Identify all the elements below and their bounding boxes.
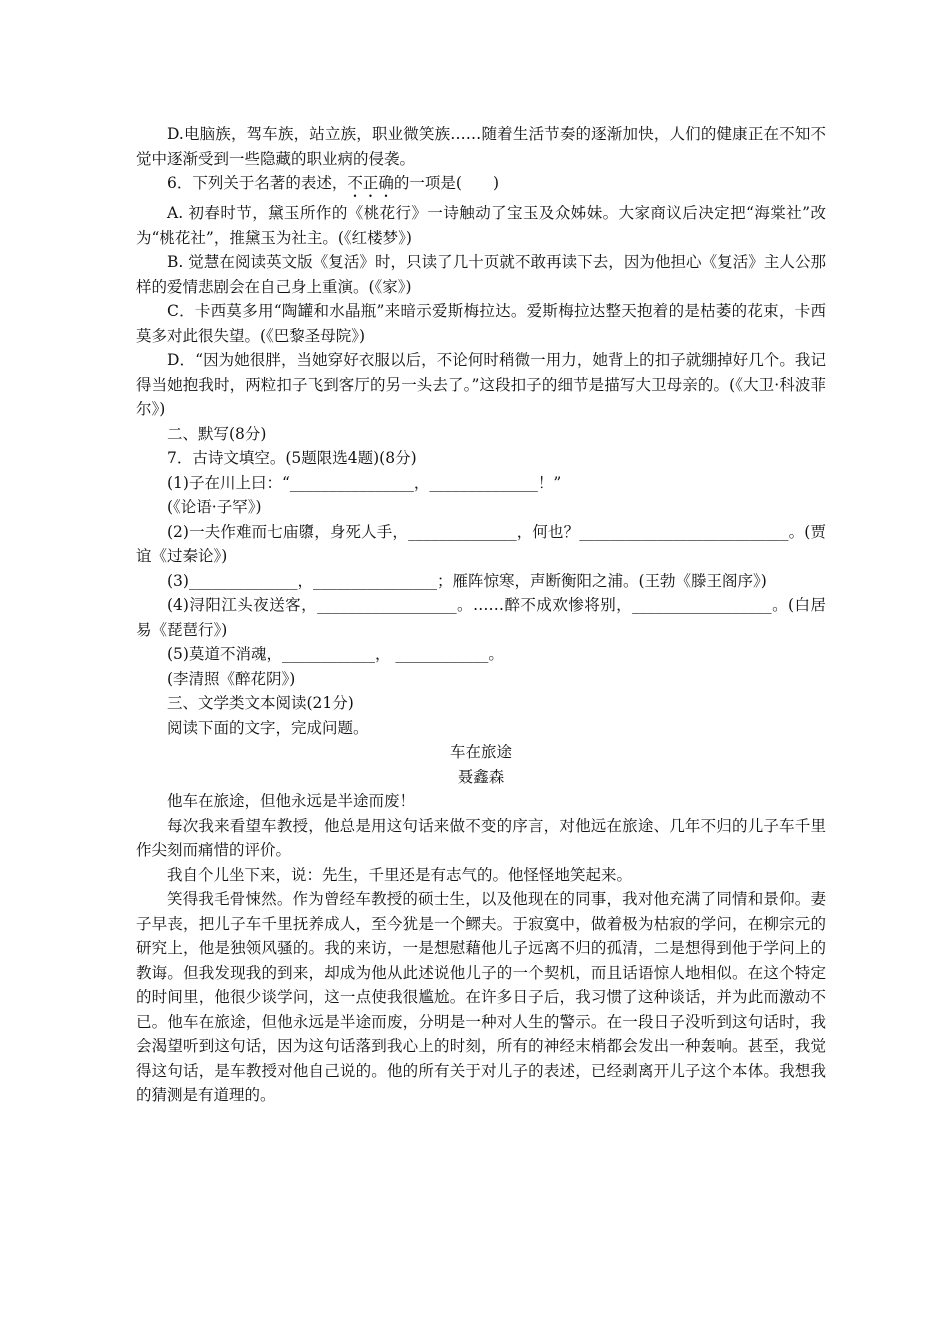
q6-stem-after: 的一项是( ) bbox=[393, 174, 499, 192]
q6-stem-before: 6．下列关于名著的表述， bbox=[167, 174, 348, 192]
q6-stem-emphasis: 不正确 bbox=[347, 174, 394, 192]
q7-item-3: (3)______________，________________；雁阵惊寒，声断衡阳之浦。(王勃《滕王阁序》) bbox=[167, 571, 767, 590]
article-paragraph: 笑得我毛骨悚然。作为曾经车教授的硕士生，以及他现在的同事，我对他充满了同情和景仰。妻子早丧，把儿子车千里抚养成人，至今犹是一个鳏夫。于寂寞中，做着极为枯寂的学问，在柳宗元的研究上，他是独领风骚的。我的来访，一是想慰藉他儿子远离不归的孤清，二是想得到他于学问上的教诲。但我发现我的到来，却成为他从此述说他儿子的一个契机，而且话语惊人地相似。在这个特定的时间里，他很少谈学问，这一点使我很尴尬。在许多日子后，我习惯了这种谈话，并为此而激动不已。他车在旅途，但他永远是半途而废，分明是一种对人生的警示。在一段日子没听到这句话时，我会渴望听到这句话，因为这句话落到我心上的时刻，所有的神经末梢都会发出一种轰响。甚至，我觉得这句话，是车教授对他自己说的。他的所有关于对儿子的表述，已经剥离开儿子这个本体。我想我的猜测是有道理的。 bbox=[136, 890, 826, 1104]
section-2-heading: 二、默写(8分) bbox=[167, 424, 267, 443]
article-title: 车在旅途 bbox=[449, 743, 512, 761]
q7-item-1-source: (《论语·子罕》) bbox=[167, 498, 262, 516]
q6-option-d: D．“因为她很胖，当她穿好衣服以后，不论何时稍微一用力，她背上的扣子就绷掉好几个。我记得当她抱我时，两粒扣子飞到客厅的另一头去了。”这段扣子的细节是描写大卫母亲的。(《大卫·科波菲尔》) bbox=[136, 351, 826, 418]
article-paragraph: 我自个儿坐下来，说：先生，千里还是有志气的。他怪怪地笑起来。 bbox=[167, 865, 633, 884]
q7-item-1: (1)子在川上曰：“________________，______________！” bbox=[167, 473, 562, 492]
q7-stem: 7．古诗文填空。(5题限选4题)(8分) bbox=[167, 449, 417, 467]
q7-item-5: (5)莫道不消魂，____________， ____________。 bbox=[167, 645, 504, 663]
q7-item-2: (2)一夫作难而七庙隳，身死人手，______________，何也？___________________________。(贾谊《过秦论》) bbox=[136, 522, 826, 565]
q7-item-4: (4)浔阳江头夜送客，__________________。……醉不成欢惨将别，__________________。(白居易《琵琶行》) bbox=[136, 596, 826, 639]
article-paragraph: 每次我来看望车教授，他总是用这句话来做不变的序言，对他远在旅途、几年不归的儿子车千里作尖刻而痛惜的评价。 bbox=[136, 816, 826, 859]
section-3-heading: 三、文学类文本阅读(21分) bbox=[167, 694, 354, 712]
q6-option-a: A. 初春时节，黛玉所作的《桃花行》一诗触动了宝玉及众姊妹。大家商议后决定把“海棠社”改为“桃花社”，推黛玉为社主。(《红楼梦》) bbox=[136, 204, 826, 247]
q6-option-b: B. 觉慧在阅读英文版《复活》时，只读了几十页就不敢再读下去，因为他担心《复活》主人公那样的爱情悲剧会在自己身上重演。(《家》) bbox=[136, 253, 826, 296]
article-paragraph: 他车在旅途，但他永远是半途而废！ bbox=[167, 792, 416, 810]
reading-instruction: 阅读下面的文字，完成问题。 bbox=[167, 718, 369, 737]
q6-stem bbox=[136, 171, 826, 201]
article-author: 聂鑫森 bbox=[457, 767, 505, 786]
document-body bbox=[136, 122, 826, 1108]
q7-item-5-source: (李清照《醉花阴》) bbox=[167, 669, 296, 688]
q5-option-d: D.电脑族，驾车族，站立族，职业微笑族……随着生活节奏的逐渐加快，人们的健康正在不知不觉中逐渐受到一些隐藏的职业病的侵袭。 bbox=[136, 125, 826, 168]
q6-option-c: C．卡西莫多用“陶罐和水晶瓶”来暗示爱斯梅拉达。爱斯梅拉达整天抱着的是枯萎的花束，卡西莫多对此很失望。(《巴黎圣母院》) bbox=[136, 302, 826, 345]
